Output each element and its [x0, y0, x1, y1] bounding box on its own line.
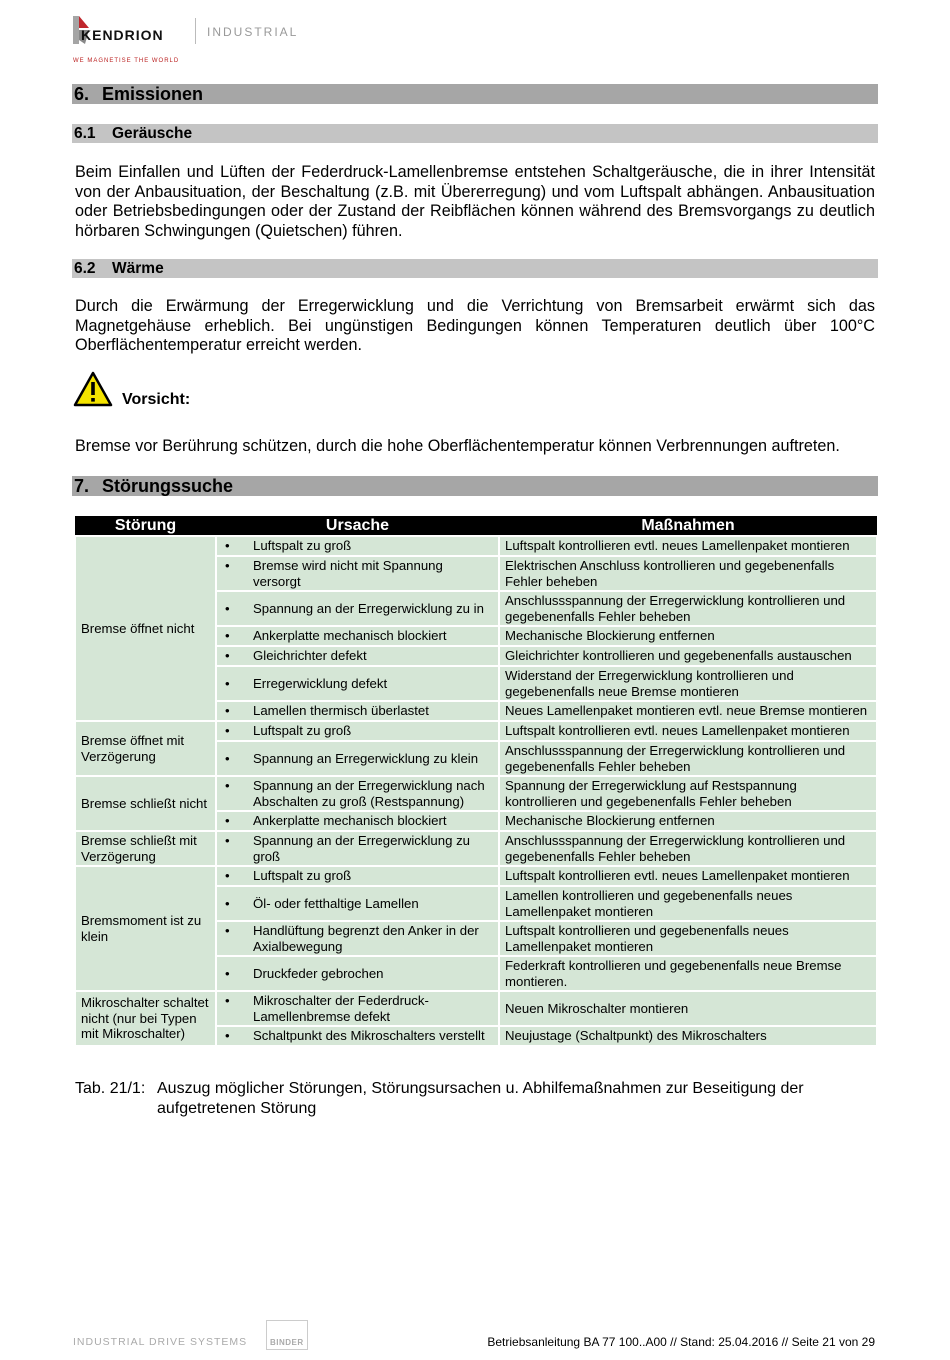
- cause-cell: [216, 811, 499, 831]
- cause-item: [223, 923, 493, 954]
- cause-text: Ankerplatte mechanisch blockiert: [253, 813, 447, 829]
- table-row: [75, 991, 877, 1026]
- cause-text: Luftspalt zu groß: [253, 723, 352, 739]
- cause-text: Schaltpunkt des Mikroschalters verstellt: [253, 1028, 485, 1044]
- measure-cell: Neues Lamellenpaket montieren evtl. neue Bremse montieren: [499, 701, 877, 721]
- logo-divider: [195, 18, 196, 44]
- caution-text: Bremse vor Berührung schützen, durch die hohe Oberflächentemperatur können Verbrennungen auftreten.: [75, 437, 840, 455]
- bullet-icon: •: [225, 750, 230, 766]
- footer-division: INDUSTRIAL DRIVE SYSTEMS: [73, 1336, 248, 1348]
- cause-item: [223, 966, 493, 982]
- cause-item: [223, 751, 493, 767]
- cause-cell: [216, 741, 499, 776]
- cause-item: [223, 538, 493, 554]
- cause-text: Druckfeder gebrochen: [253, 965, 384, 981]
- section-title: Störungssuche: [102, 476, 234, 496]
- cause-cell: [216, 831, 499, 866]
- cause-cell: [216, 646, 499, 666]
- measure-cell: Elektrischen Anschluss kontrollieren und gegebenenfalls Fehler beheben: [499, 556, 877, 591]
- bullet-icon: •: [225, 813, 230, 829]
- bullet-icon: •: [225, 675, 230, 691]
- section-6-1-heading: [72, 124, 878, 143]
- fault-cell: Mikroschalter schaltet nicht (nur bei Typen mit Mikroschalter): [75, 991, 216, 1046]
- fault-cell: Bremse schließt mit Verzögerung: [75, 831, 216, 866]
- table-row: [75, 721, 877, 741]
- bullet-icon: •: [225, 923, 230, 938]
- measure-cell: Widerstand der Erregerwicklung kontrollieren und gegebenenfalls neue Bremse montieren: [499, 666, 877, 701]
- bullet-icon: •: [225, 723, 230, 739]
- measure-cell: Luftspalt kontrollieren evtl. neues Lamellenpaket montieren: [499, 866, 877, 886]
- cause-text: Ankerplatte mechanisch blockiert: [253, 628, 447, 644]
- cause-text: Bremse wird nicht mit Spannung versorgt: [253, 558, 443, 589]
- cause-cell: [216, 591, 499, 626]
- column-header-measure: Maßnahmen: [499, 516, 877, 536]
- table-header-row: [75, 516, 877, 536]
- warning-triangle-icon: [73, 371, 113, 407]
- bullet-icon: •: [225, 868, 230, 884]
- cause-cell: [216, 666, 499, 701]
- section-7-heading: [72, 476, 878, 496]
- bullet-icon: •: [225, 600, 230, 616]
- cause-text: Spannung an der Erregerwicklung nach Abschalten zu groß (Restspannung): [253, 778, 485, 809]
- measure-cell: Neujustage (Schaltpunkt) des Mikroschalters: [499, 1026, 877, 1046]
- binder-logo-text: BINDER: [270, 1338, 304, 1347]
- section-number: 6.: [74, 84, 90, 104]
- binder-logo: [266, 1320, 308, 1350]
- subsection-title: Wärme: [112, 260, 164, 277]
- cause-item: [223, 601, 493, 617]
- cause-text: Luftspalt zu groß: [253, 868, 352, 884]
- cause-item: [223, 868, 493, 884]
- bullet-icon: •: [225, 993, 230, 1008]
- fault-cell: Bremse öffnet nicht: [75, 536, 216, 721]
- table-row: [75, 831, 877, 866]
- fault-cell: Bremse öffnet mit Verzögerung: [75, 721, 216, 776]
- table-row: [75, 866, 877, 886]
- section-title: Emissionen: [102, 84, 204, 104]
- bullet-icon: •: [225, 628, 230, 644]
- table-body: [75, 536, 877, 1046]
- section-6-heading: [72, 84, 878, 104]
- measure-cell: Anschlussspannung der Erregerwicklung kontrollieren und gegebenenfalls Fehler beheben: [499, 741, 877, 776]
- cause-item: [223, 703, 493, 719]
- cause-text: Erregerwicklung defekt: [253, 675, 388, 691]
- measure-cell: Anschlussspannung der Erregerwicklung kontrollieren und gegebenenfalls Fehler beheben: [499, 831, 877, 866]
- bullet-icon: •: [225, 965, 230, 981]
- troubleshooting-table: [74, 516, 878, 1047]
- measure-cell: Luftspalt kontrollieren evtl. neues Lamellenpaket montieren: [499, 721, 877, 741]
- cause-cell: [216, 921, 499, 956]
- bullet-icon: •: [225, 538, 230, 554]
- bullet-icon: •: [225, 778, 230, 793]
- division-name: INDUSTRIAL: [207, 25, 299, 39]
- cause-item: [223, 1028, 493, 1044]
- column-header-fault: Störung: [75, 516, 216, 536]
- cause-text: Mikroschalter der Federdruck-Lamellenbremse defekt: [253, 993, 429, 1024]
- cause-text: Öl- oder fetthaltige Lamellen: [253, 895, 419, 911]
- cause-cell: [216, 721, 499, 741]
- cause-item: [223, 813, 493, 829]
- cause-cell: [216, 886, 499, 921]
- brand-tagline: WE MAGNETISE THE WORLD: [73, 58, 180, 64]
- section-number: 7.: [74, 476, 90, 496]
- section-6-2-heading: [72, 259, 878, 278]
- cause-cell: [216, 776, 499, 811]
- cause-item: [223, 833, 493, 864]
- cause-cell: [216, 536, 499, 556]
- cause-text: Gleichrichter defekt: [253, 648, 367, 664]
- noise-paragraph: Beim Einfallen und Lüften der Federdruck-Lamellenbremse entstehen Schaltgeräusche, die in ihrer Intensität von der Anbausituation, der Beschaltung (z.B. mit Übererregung) und vom Luftspalt abhängen. Anbausituation oder Betriebsbedingungen oder der Zustand der Reibflächen können während des Bremsvorgangs zu deutlich hörbaren Schwingungen (Quietschen) führen.: [75, 163, 875, 240]
- cause-cell: [216, 1026, 499, 1046]
- subsection-title: Geräusche: [112, 125, 193, 142]
- cause-item: [223, 676, 493, 692]
- measure-cell: Mechanische Blockierung entfernen: [499, 626, 877, 646]
- cause-cell: [216, 626, 499, 646]
- measure-cell: Anschlussspannung der Erregerwicklung kontrollieren und gegebenenfalls Fehler beheben: [499, 591, 877, 626]
- bullet-icon: •: [225, 703, 230, 719]
- company-logo: [73, 14, 313, 70]
- measure-cell: Federkraft kontrollieren und gegebenenfalls neue Bremse montieren.: [499, 956, 877, 991]
- cause-cell: [216, 956, 499, 991]
- caption-label: Tab. 21/1:: [75, 1080, 146, 1097]
- table-row: [75, 536, 877, 556]
- cause-text: Spannung an der Erregerwicklung zu in: [253, 600, 484, 616]
- cause-item: [223, 648, 493, 664]
- measure-cell: Mechanische Blockierung entfernen: [499, 811, 877, 831]
- cause-cell: [216, 701, 499, 721]
- caution-label: Vorsicht:: [122, 391, 191, 408]
- cause-cell: [216, 556, 499, 591]
- brand-name: KENDRION: [81, 27, 164, 43]
- cause-text: Spannung an Erregerwicklung zu klein: [253, 750, 479, 766]
- footer-document-info: Betriebsanleitung BA 77 100..A00 // Stand: 25.04.2016 // Seite 21 von 29: [487, 1335, 875, 1349]
- subsection-number: 6.2: [74, 260, 96, 277]
- cause-item: [223, 628, 493, 644]
- cause-item: [223, 896, 493, 912]
- subsection-number: 6.1: [74, 125, 96, 142]
- cause-cell: [216, 866, 499, 886]
- cause-text: Spannung an der Erregerwicklung zu groß: [253, 833, 470, 864]
- fault-cell: Bremse schließt nicht: [75, 776, 216, 831]
- bullet-icon: •: [225, 895, 230, 911]
- measure-cell: Luftspalt kontrollieren und gegebenenfalls neues Lamellenpaket montieren: [499, 921, 877, 956]
- cause-text: Lamellen thermisch überlastet: [253, 703, 429, 719]
- table-row: [75, 776, 877, 811]
- bullet-icon: •: [225, 648, 230, 664]
- cause-text: Handlüftung begrenzt den Anker in der Axialbewegung: [253, 923, 479, 954]
- cause-item: [223, 723, 493, 739]
- cause-item: [223, 778, 493, 809]
- cause-text: Luftspalt zu groß: [253, 538, 352, 554]
- measure-cell: Spannung der Erregerwicklung auf Restspannung kontrollieren und gegebenenfalls Fehler beheben: [499, 776, 877, 811]
- measure-cell: Lamellen kontrollieren und gegebenenfalls neues Lamellenpaket montieren: [499, 886, 877, 921]
- bullet-icon: •: [225, 558, 230, 573]
- measure-cell: Luftspalt kontrollieren evtl. neues Lamellenpaket montieren: [499, 536, 877, 556]
- fault-cell: Bremsmoment ist zu klein: [75, 866, 216, 991]
- measure-cell: Neuen Mikroschalter montieren: [499, 991, 877, 1026]
- cause-item: [223, 558, 493, 589]
- cause-cell: [216, 991, 499, 1026]
- heat-paragraph: Durch die Erwärmung der Erregerwicklung und die Verrichtung von Bremsarbeit erwärmt sich das Magnetgehäuse erheblich. Bei ungünstigen Bedingungen können Temperaturen deutlich über 100°C Oberflächentemperatur erreicht werden.: [75, 297, 875, 354]
- caption-text: Auszug möglicher Störungen, Störungsursachen u. Abhilfemaßnahmen zur Beseitigung der aufgetretenen Störung: [157, 1080, 804, 1117]
- column-header-cause: Ursache: [216, 516, 499, 536]
- measure-cell: Gleichrichter kontrollieren und gegebenenfalls austauschen: [499, 646, 877, 666]
- bullet-icon: •: [225, 1028, 230, 1044]
- cause-item: [223, 993, 493, 1024]
- bullet-icon: •: [225, 833, 230, 848]
